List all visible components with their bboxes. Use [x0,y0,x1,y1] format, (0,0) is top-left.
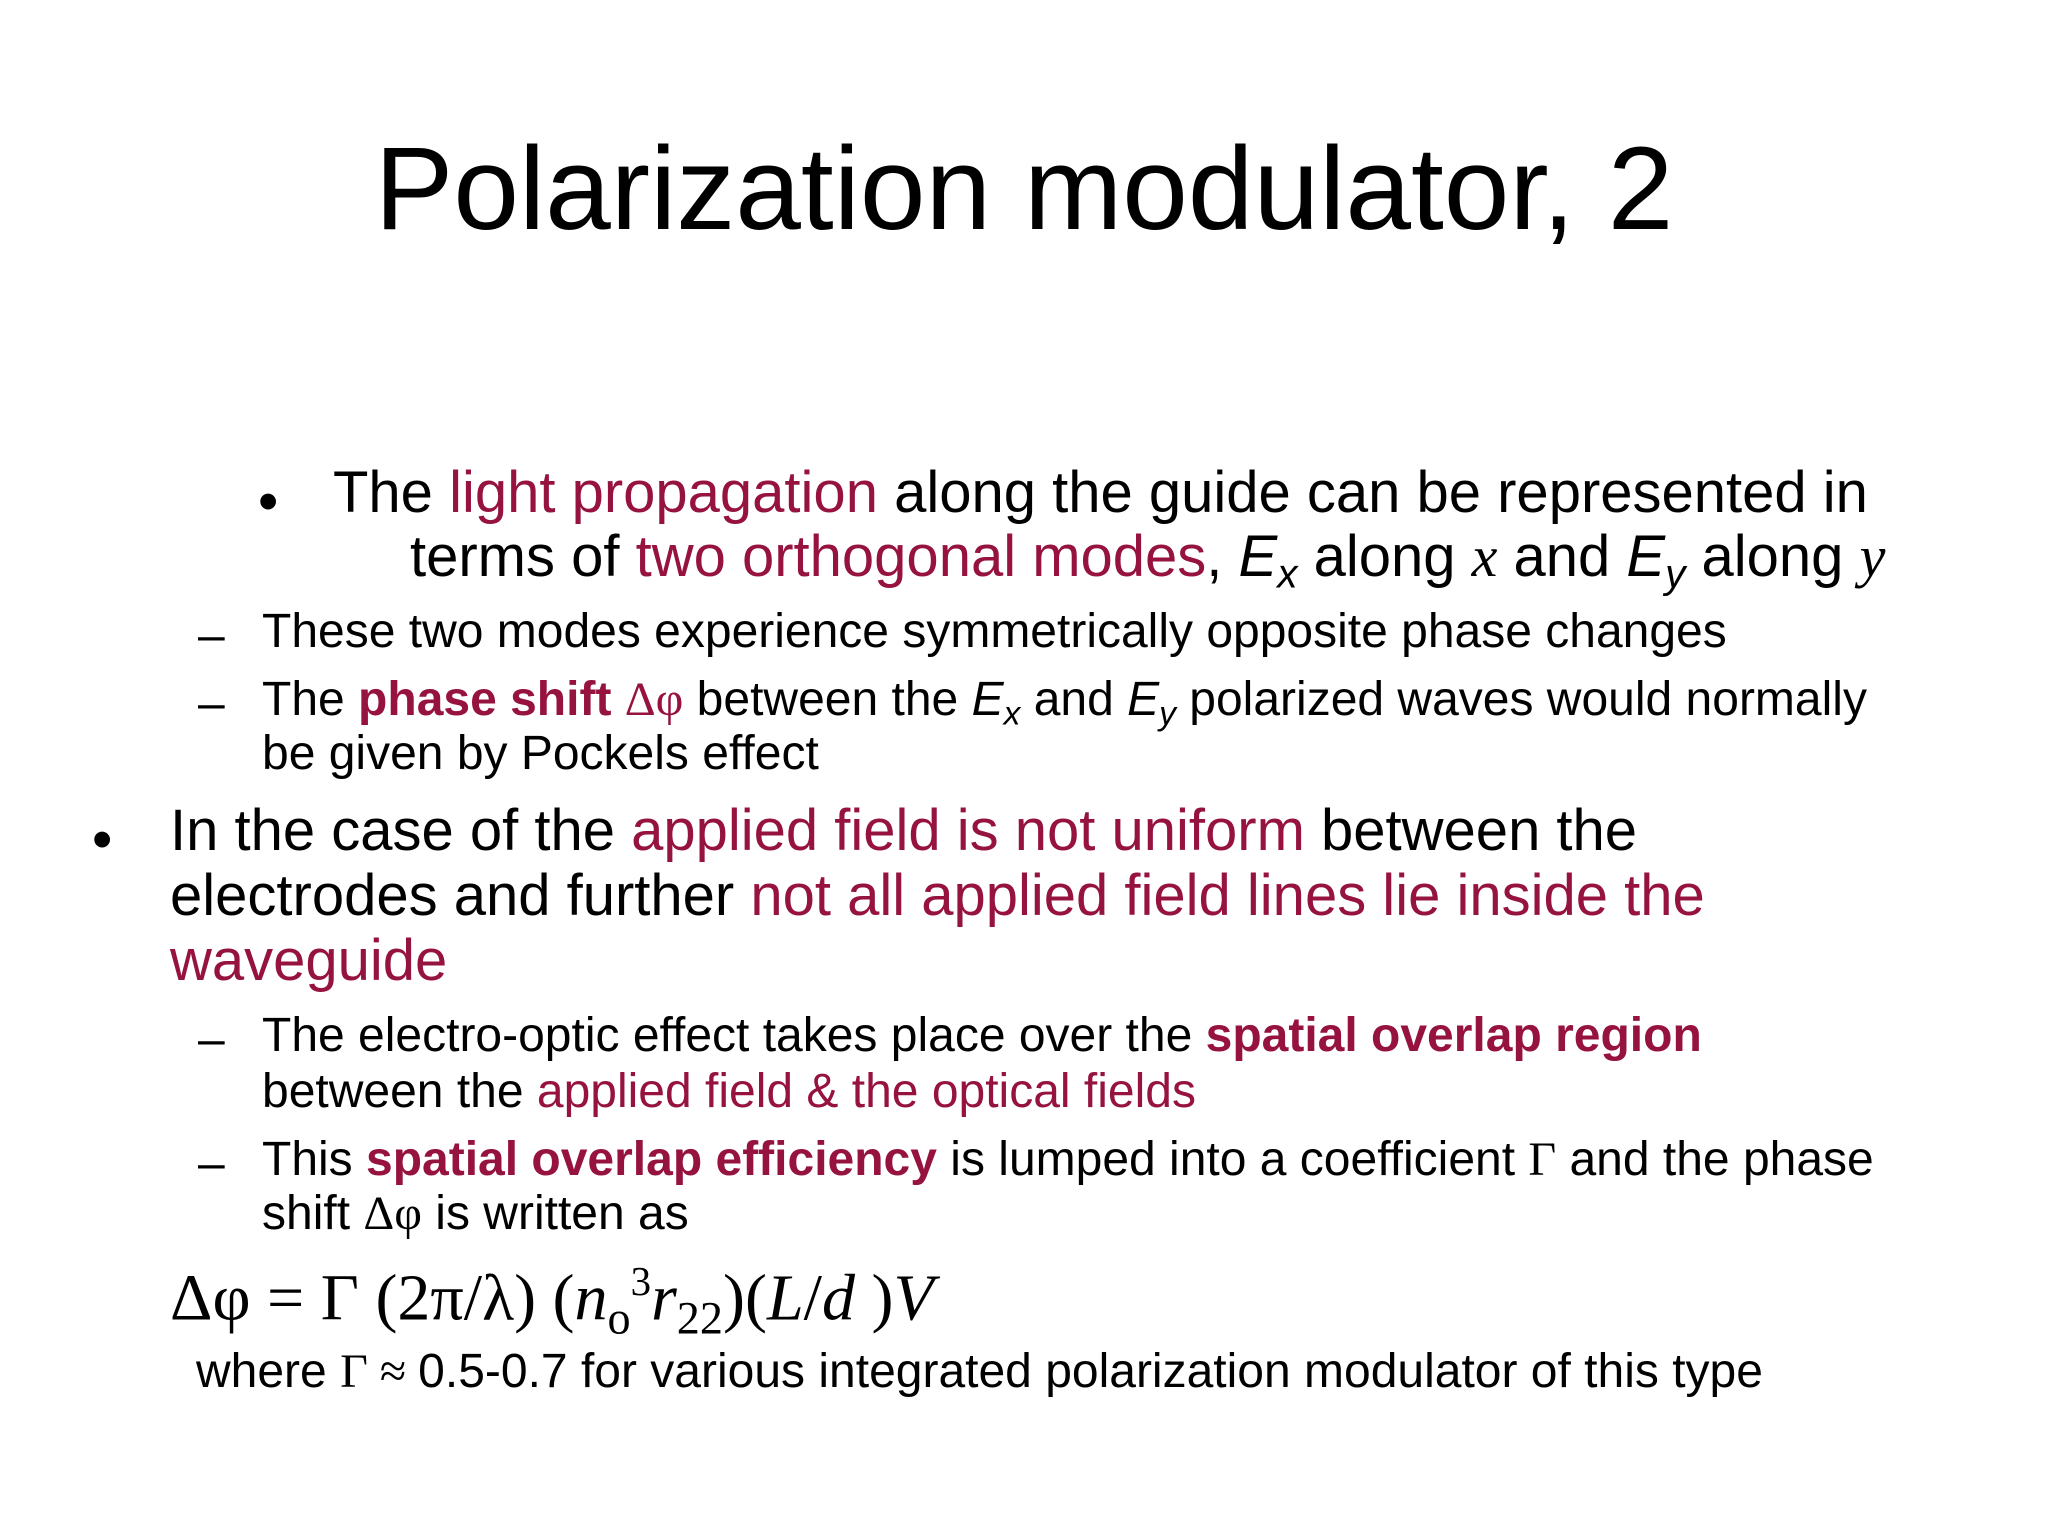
dash-marker: – [198,1013,225,1066]
sub4-line1 [262,1133,1874,1186]
formula-part: )( [722,1261,767,1335]
formula-gamma: Γ [320,1261,359,1335]
text: along [1297,524,1472,589]
dash-marker: – [198,677,225,730]
formula-lhs: Δφ [170,1261,251,1335]
formula-r: r [651,1261,677,1335]
text: The electro-optic effect takes place over the [262,1009,1206,1062]
text: and [1497,524,1627,589]
var-E: E [1626,524,1666,589]
formula-part: (2π/λ) ( [358,1261,575,1335]
bullet1-line2 [410,524,1886,597]
sub2-line1 [262,673,1867,733]
text: electrodes and further [170,863,751,928]
text: along [1685,524,1860,589]
var-E: E [1127,673,1160,726]
sub2-line2: be given by Pockels effect [262,727,819,780]
text: This [262,1133,367,1186]
text: is written as [421,1187,689,1240]
var-y: y [1859,524,1886,589]
where-line [196,1345,1763,1398]
text: along the guide can be represented in [877,460,1868,525]
dash-marker: – [198,609,225,662]
bullet1-line1 [333,460,1868,525]
var-E: E [971,673,1004,726]
sub3-line2 [262,1065,1196,1118]
bullet-marker: • [92,807,113,872]
text: In the case of the [170,798,632,863]
formula-part: ) [855,1261,894,1335]
formula-equals: = [250,1261,321,1335]
text: is lumped into a coefficient [936,1133,1529,1186]
text: 0.5-0.7 for various integrated polarization modulator of this type [418,1345,1763,1398]
phase-shift-formula [170,1259,934,1344]
sub1-line: These two modes experience symmetrically opposite phase changes [262,605,1727,658]
formula-n-subscript: o [607,1292,631,1344]
subscript-y: y [1159,695,1176,733]
highlight-applied-field-not-uniform: applied field is not uniform [631,798,1305,863]
bullet2-line3: waveguide [170,928,448,993]
formula-d: d [822,1261,855,1335]
sub3-line1 [262,1009,1702,1062]
text: between the [262,1065,537,1118]
bullet2-line1 [170,798,1638,863]
approx-symbol: ≈ [367,1345,419,1398]
formula-n-superscript: 3 [630,1259,652,1304]
highlight-light-propagation: light propagation [449,460,878,525]
delta-phi-symbol: Δφ [624,673,684,726]
text: The [262,673,359,726]
sub4-line2 [262,1187,689,1240]
highlight-two-orthogonal-modes: two orthogonal modes [635,524,1207,589]
text: shift [262,1187,364,1240]
formula-r-subscript: 22 [676,1292,723,1344]
slide-title: Polarization modulator, 2 [374,123,1674,255]
dash-marker: – [198,1137,225,1190]
formula-L: L [766,1261,804,1335]
text: polarized waves would normally [1175,673,1867,726]
highlight-applied-optical-fields: applied field & the optical fields [536,1065,1196,1118]
text: , [1206,524,1239,589]
highlight-spatial-overlap-efficiency: spatial overlap efficiency [366,1133,937,1186]
highlight-phase-shift: phase shift [358,673,625,726]
text: The [333,460,450,525]
text: between the [1304,798,1638,863]
formula-n: n [574,1261,608,1335]
subscript-y: y [1665,550,1686,597]
text: between the [683,673,972,726]
formula-V: V [893,1261,934,1335]
gamma-symbol: Γ [1528,1133,1557,1186]
text: and the phase [1556,1133,1874,1186]
text: and [1020,673,1128,726]
highlight-field-lines: not all applied field lines lie inside the [750,863,1705,928]
highlight-spatial-overlap-region: spatial overlap region [1205,1009,1702,1062]
gamma-symbol: Γ [340,1345,368,1398]
subscript-x: x [1277,550,1298,597]
subscript-x: x [1003,695,1021,733]
formula-slash: / [803,1261,822,1335]
delta-phi-symbol: Δφ [363,1187,422,1240]
bullet-marker: • [258,469,279,534]
var-E: E [1238,524,1278,589]
bullet2-line2 [170,863,1705,928]
var-x: x [1471,524,1498,589]
text: where [196,1345,341,1398]
text: terms of [410,524,636,589]
